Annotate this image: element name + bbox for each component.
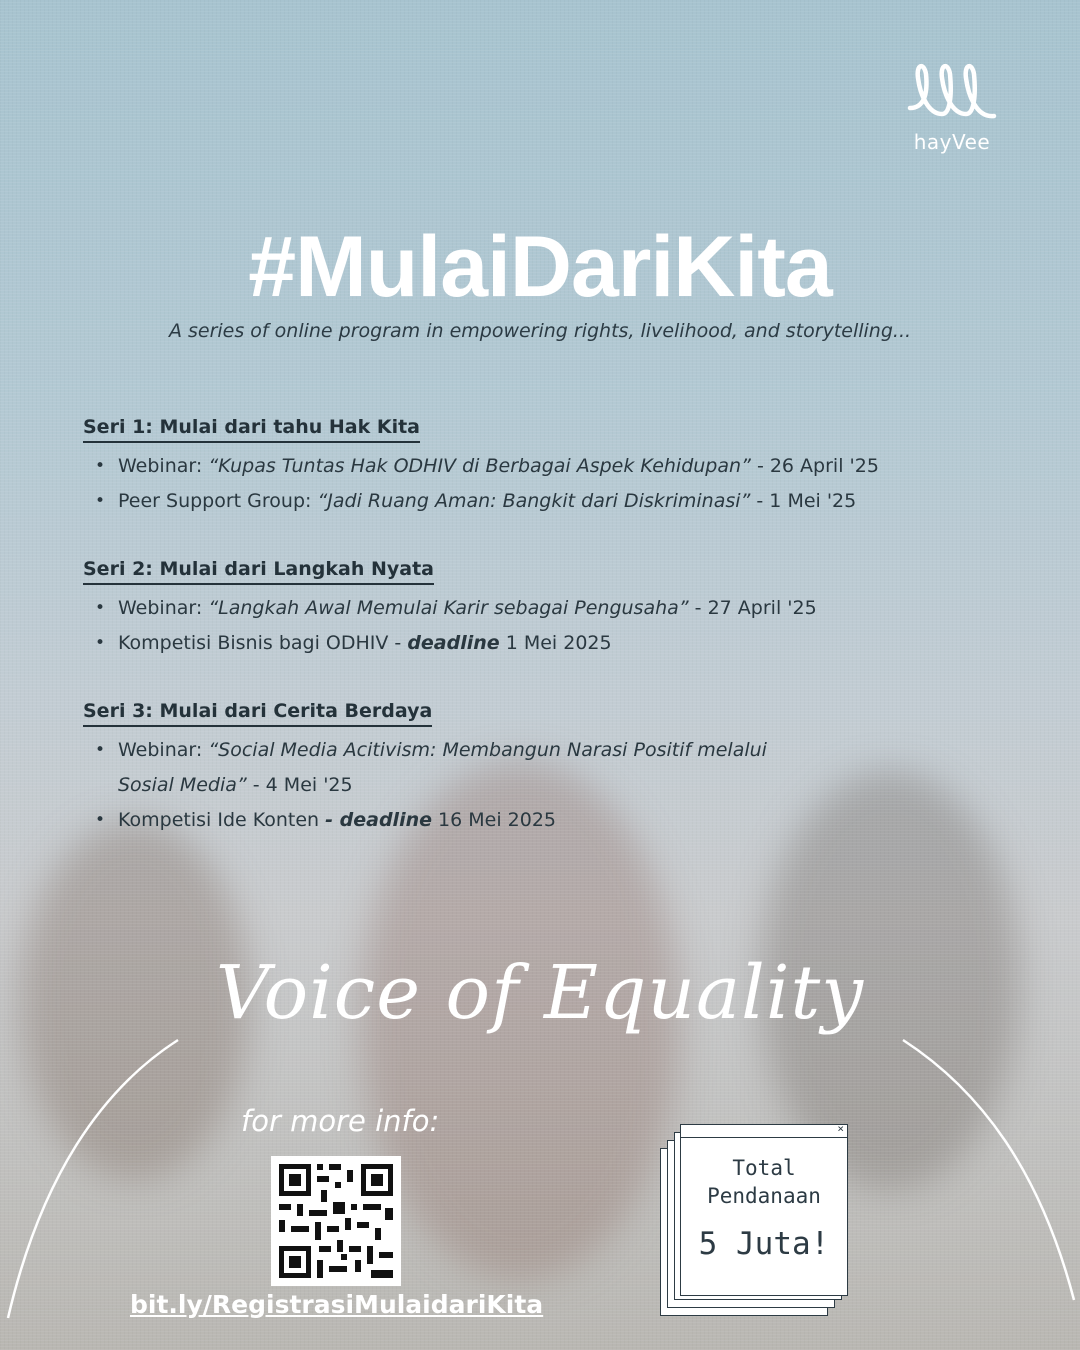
item-date: - 27 April '25 bbox=[688, 597, 817, 619]
tagline: A series of online program in empowering rights, livelihood, and storytelling... bbox=[168, 320, 912, 342]
item-prefix: Webinar: bbox=[118, 455, 209, 477]
item-date: - 26 April '25 bbox=[750, 455, 879, 477]
funding-line-1: Total bbox=[732, 1156, 796, 1180]
funding-amount: 5 Juta! bbox=[698, 1226, 830, 1262]
brand-name: hayVee bbox=[913, 130, 991, 154]
item-title: “Langkah Awal Memulai Karir sebagai Pengusaha” bbox=[208, 597, 689, 619]
item-title: “Social Media Acitivism: Membangun Narasi Positif melalui bbox=[208, 739, 767, 761]
item-prefix: Kompetisi Ide Konten bbox=[118, 809, 326, 831]
item-title: “Jadi Ruang Aman: Bangkit dari Diskriminasi” bbox=[317, 490, 751, 512]
item-date: - 4 Mei '25 bbox=[246, 774, 353, 796]
registration-link[interactable]: bit.ly/RegistrasiMulaidariKita bbox=[130, 1290, 544, 1319]
qr-code-icon bbox=[271, 1156, 401, 1286]
item-prefix: Kompetisi Bisnis bagi ODHIV - bbox=[118, 632, 408, 654]
funding-card-stack bbox=[660, 1124, 850, 1318]
item-date: 1 Mei 2025 bbox=[499, 632, 612, 654]
more-info-label: for more info: bbox=[241, 1104, 440, 1138]
item-title: “Kupas Tuntas Hak ODHIV di Berbagai Aspek Kehidupan” bbox=[208, 455, 751, 477]
funding-card bbox=[680, 1124, 848, 1296]
item-deadline-label: deadline bbox=[407, 632, 500, 654]
series-3-title: Seri 3: Mulai dari Cerita Berdaya bbox=[83, 700, 432, 727]
card-titlebar bbox=[681, 1122, 847, 1138]
series-1-title: Seri 1: Mulai dari tahu Hak Kita bbox=[83, 416, 420, 443]
item-date: 16 Mei 2025 bbox=[432, 809, 557, 831]
item-prefix: Webinar: bbox=[118, 739, 209, 761]
item-prefix: Webinar: bbox=[118, 597, 209, 619]
item-title-cont: Sosial Media” bbox=[118, 774, 247, 796]
item-deadline-label: - deadline bbox=[325, 809, 432, 831]
series-2-title: Seri 2: Mulai dari Langkah Nyata bbox=[83, 558, 434, 585]
hashtag-title: #MulaiDariKita bbox=[248, 219, 832, 315]
voice-of-equality-title: Voice of Equality bbox=[215, 950, 865, 1036]
item-date: - 1 Mei '25 bbox=[750, 490, 857, 512]
qr-code[interactable] bbox=[271, 1156, 401, 1286]
funding-line-2: Pendanaan bbox=[707, 1184, 821, 1208]
item-prefix: Peer Support Group: bbox=[118, 490, 318, 512]
close-icon: × bbox=[837, 1122, 844, 1135]
